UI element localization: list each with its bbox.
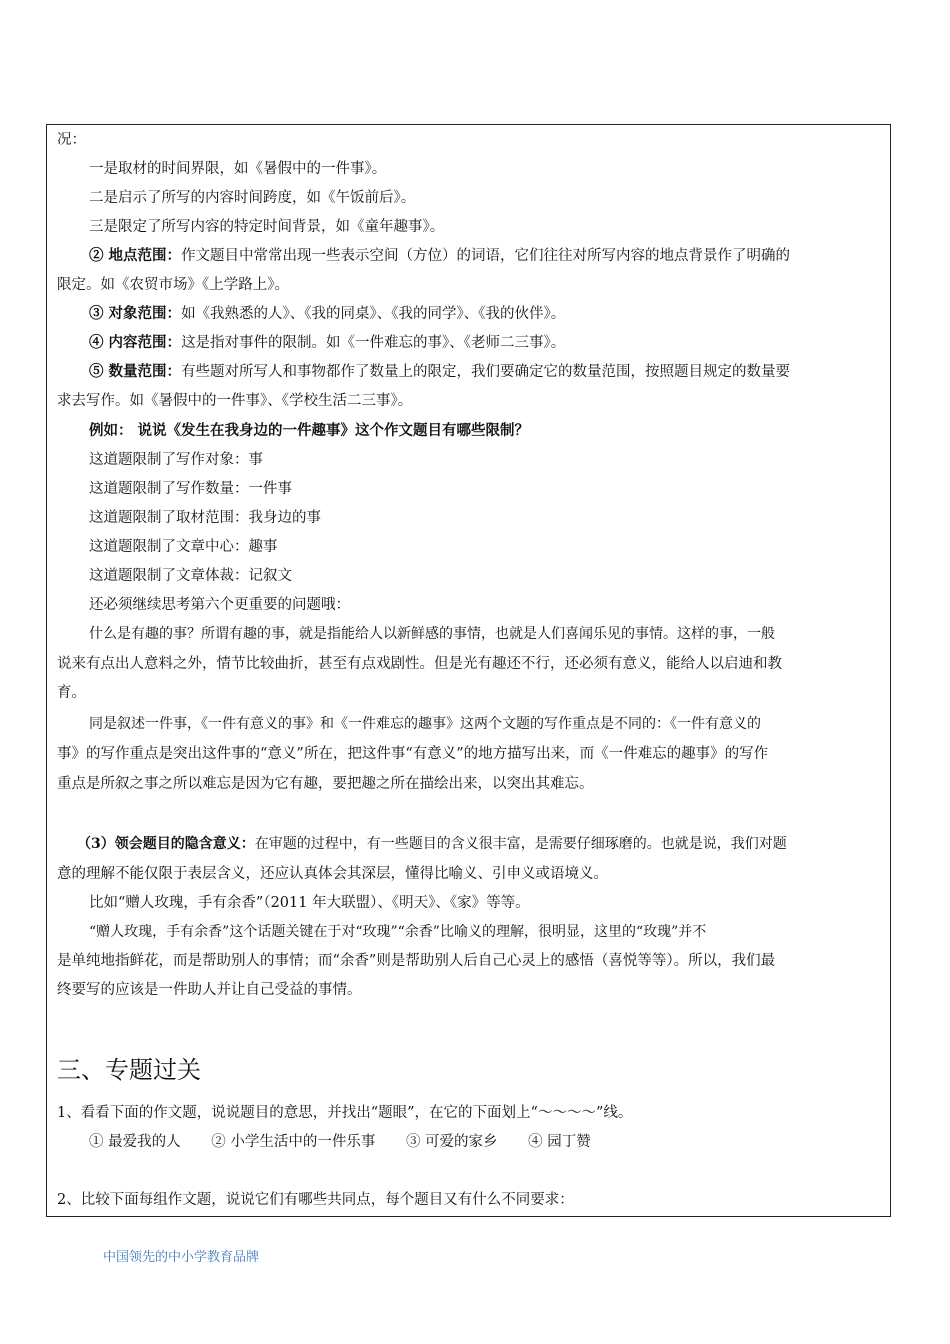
- text-line: [77, 834, 787, 854]
- text-line: 这道题限制了写作对象：事: [89, 452, 263, 468]
- option-3: ③ 可爱的家乡: [405, 1134, 498, 1150]
- text-line: 求去写作。如《暑假中的一件事》、《学校生活二三事》。: [57, 393, 413, 409]
- text-line: 同是叙述一件事，《一件有意义的事》和《一件难忘的趣事》这两个文题的写作重点是不同的：《一件有意义的: [89, 716, 761, 732]
- content-frame: [46, 124, 891, 1217]
- text-line: 说来有点出人意料之外，情节比较曲折，甚至有点戏剧性。但是光有趣还不行，还必须有意义，能给人以启迪和教: [57, 656, 782, 672]
- term-object-range: ③ 对象范围：: [89, 305, 182, 322]
- text-line: 比如“赠人玫瑰，手有余香”（2011 年大联盟）、《明天》、《家》等等。: [89, 895, 530, 911]
- question-2: 2、比较下面每组作文题，说说它们有哪些共同点，每个题目又有什么不同要求：: [57, 1192, 574, 1208]
- term-content-range: ④ 内容范围：: [89, 334, 182, 351]
- question-1-options: [89, 1132, 617, 1152]
- text-line: [89, 362, 790, 382]
- text-line: “赠人玫瑰，手有余香”这个话题关键在于对“玫瑰”“余香”比喻义的理解，很明显，这里的“玫瑰”并不: [89, 924, 707, 940]
- term-hidden-meaning: （3）领会题目的隐含意义：: [77, 836, 255, 852]
- text-line: 一是取材的时间界限，如《暑假中的一件事》。: [89, 161, 387, 177]
- text-line: 二是启示了所写的内容时间跨度，如《午饭前后》。: [89, 190, 416, 206]
- text-line: 什么是有趣的事？所谓有趣的事，就是指能给人以新鲜感的事情，也就是人们喜闻乐见的事情。这样的事，一般: [89, 626, 775, 642]
- text-line: 事》的写作重点是突出这件事的“意义”所在，把这件事“有意义”的地方描写出来，而《一件难忘的趣事》的写作: [57, 746, 769, 762]
- text-line: 限定。如《农贸市场》《上学路上》。: [57, 277, 289, 293]
- text-line: 这道题限制了取材范围：我身边的事: [89, 510, 321, 526]
- question-1: 1、看看下面的作文题，说说题目的意思，并找出“题眼”，在它的下面划上“～～～～”线。: [57, 1105, 633, 1121]
- text-span: 如《我熟悉的人》、《我的同桌》、《我的同学》、《我的伙伴》。: [181, 306, 566, 322]
- term-location-range: ② 地点范围：: [89, 247, 182, 264]
- text-line: 育。: [57, 685, 86, 701]
- example-heading: 例如： 说说《发生在我身边的一件趣事》这个作文题目有哪些限制？: [89, 422, 530, 439]
- text-span: 在审题的过程中，有一些题目的含义很丰富，是需要仔细琢磨的。也就是说，我们对题: [254, 836, 787, 852]
- text-span: 作文题目中常常出现一些表示空间（方位）的词语，它们往往对所写内容的地点背景作了明确的: [181, 248, 791, 264]
- text-line: [89, 333, 565, 353]
- text-line: 三是限定了所写内容的特定时间背景，如《童年趣事》。: [89, 219, 445, 235]
- section-heading: 三、专题过关: [57, 1056, 201, 1084]
- text-line: 终要写的应该是一件助人并让自己受益的事情。: [57, 982, 362, 998]
- text-line: 重点是所叙之事之所以难忘是因为它有趣，要把趣之所在描绘出来，以突出其难忘。: [57, 776, 594, 792]
- text-line: 这道题限制了文章中心：趣事: [89, 539, 278, 555]
- text-line: 这道题限制了写作数量：一件事: [89, 481, 292, 497]
- option-1: ① 最爱我的人: [89, 1134, 181, 1150]
- text-line: 意的理解不能仅限于表层含义，还应认真体会其深层，懂得比喻义、引申义或语境义。: [57, 866, 608, 882]
- text-span: 这是指对事件的限制。如《一件难忘的事》、《老师二三事》。: [181, 335, 566, 351]
- text-line: [89, 246, 790, 266]
- text-line: 还必须继续思考第六个更重要的问题哦：: [89, 597, 350, 613]
- text-line: 这道题限制了文章体裁：记叙文: [89, 568, 292, 584]
- text-span: 有些题对所写人和事物都作了数量上的限定，我们要确定它的数量范围，按照题目规定的数量要: [181, 364, 791, 380]
- text-line: 是单纯地指鲜花，而是帮助别人的事情；而“余香”则是帮助别人后自己心灵上的感悟（喜悦等等）。所以，我们最: [57, 953, 776, 969]
- footer-brand: 中国领先的中小学教育品牌: [103, 1250, 260, 1265]
- text-line: [89, 304, 565, 324]
- term-quantity-range: ⑤ 数量范围：: [89, 363, 182, 380]
- text-line: 况：: [57, 132, 86, 148]
- option-2: ② 小学生活中的一件乐事: [211, 1134, 376, 1150]
- option-4: ④ 园丁赞: [528, 1134, 591, 1150]
